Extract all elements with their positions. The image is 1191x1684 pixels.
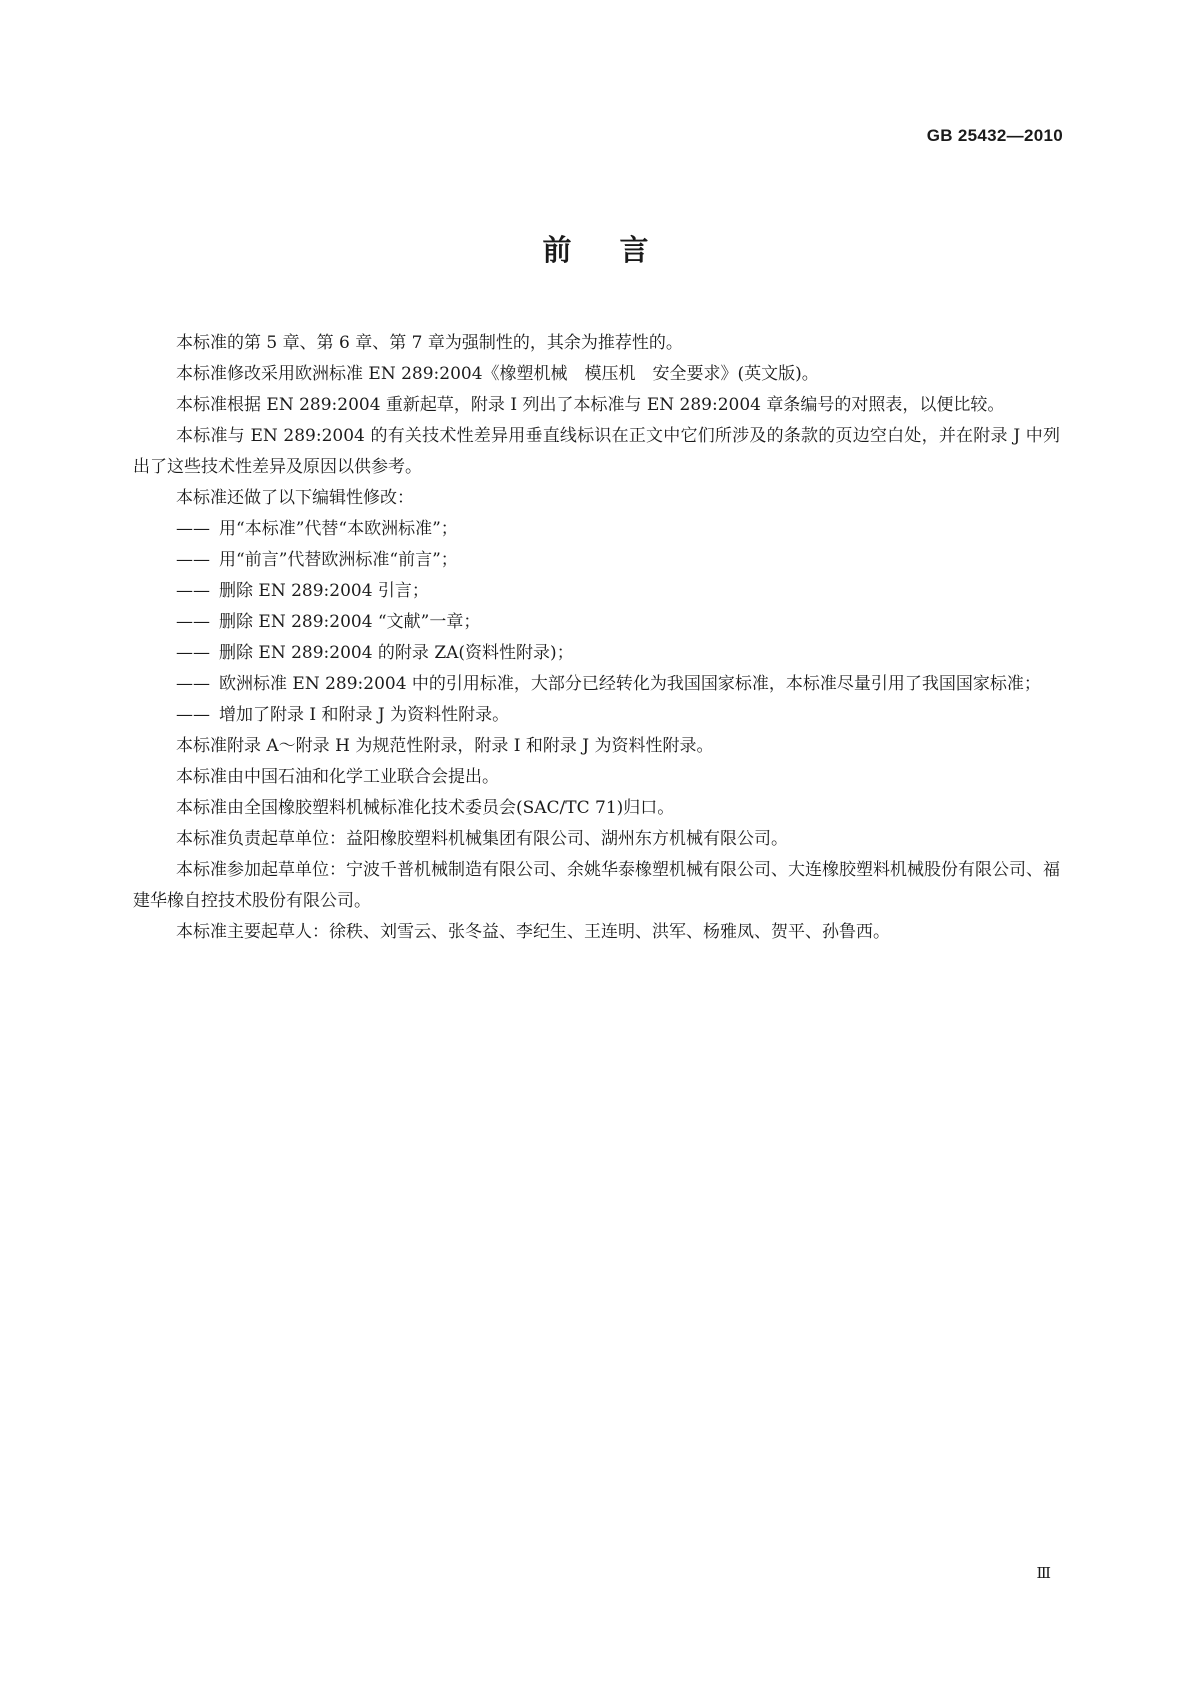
- dash-marker: ——: [176, 519, 210, 539]
- paragraph-annexes: 本标准附录 A～附录 H 为规范性附录，附录 I 和附录 J 为资料性附录。: [176, 736, 714, 756]
- paragraph-committee: 本标准由全国橡胶塑料机械标准化技术委员会(SAC/TC 71)归口。: [176, 798, 675, 818]
- list-item-text: 增加了附录 I 和附录 J 为资料性附录。: [219, 705, 510, 725]
- paragraph-mandatory-chapters: 本标准的第 5 章、第 6 章、第 7 章为强制性的，其余为推荐性的。: [176, 333, 683, 353]
- page-number: Ⅲ: [1036, 1564, 1051, 1582]
- list-item: [133, 514, 1060, 545]
- paragraph-editorial-changes-intro: 本标准还做了以下编辑性修改：: [176, 488, 414, 508]
- dash-marker: ——: [176, 674, 210, 694]
- dash-marker: ——: [176, 643, 210, 663]
- dash-marker: ——: [176, 705, 210, 725]
- foreword-body: [133, 328, 1060, 948]
- list-item: [133, 576, 1060, 607]
- list-item-text: 用“本标准”代替“本欧洲标准”；: [219, 519, 458, 539]
- list-item: [133, 638, 1060, 669]
- dash-marker: ——: [176, 581, 210, 601]
- dash-marker: ——: [176, 550, 210, 570]
- list-item: [133, 669, 1060, 700]
- list-item-text: 删除 EN 289:2004 引言；: [219, 581, 429, 601]
- list-item: [133, 607, 1060, 638]
- list-item: [133, 700, 1060, 731]
- paragraph-adoption: 本标准修改采用欧洲标准 EN 289:2004《橡塑机械 模压机 安全要求》(英文版)。: [176, 364, 819, 384]
- standard-number: GB 25432—2010: [926, 126, 1063, 145]
- paragraph-proposer: 本标准由中国石油和化学工业联合会提出。: [176, 767, 499, 787]
- paragraph-lead-drafters: 本标准负责起草单位：益阳橡胶塑料机械集团有限公司、湖州东方机械有限公司。: [176, 829, 788, 849]
- list-item-text: 删除 EN 289:2004 “文献”一章；: [219, 612, 481, 632]
- paragraph-participating-drafters: 本标准参加起草单位：宁波千普机械制造有限公司、余姚华泰橡塑机械有限公司、大连橡胶塑料机械股份有限公司、福建华橡自控技术股份有限公司。: [133, 860, 1060, 911]
- dash-marker: ——: [176, 612, 210, 632]
- page-title: 前言: [542, 233, 697, 267]
- paragraph-redrafting: 本标准根据 EN 289:2004 重新起草，附录 I 列出了本标准与 EN 289:2004 章条编号的对照表，以便比较。: [176, 395, 1005, 415]
- list-item-text: 删除 EN 289:2004 的附录 ZA(资料性附录)；: [219, 643, 574, 663]
- list-item: [133, 545, 1060, 576]
- paragraph-technical-differences: 本标准与 EN 289:2004 的有关技术性差异用垂直线标识在正文中它们所涉及的条款的页边空白处，并在附录 J 中列出了这些技术性差异及原因以供参考。: [133, 426, 1060, 477]
- paragraph-main-drafters: 本标准主要起草人：徐秩、刘雪云、张冬益、李纪生、王连明、洪军、杨雅凤、贺平、孙鲁西。: [176, 922, 890, 942]
- list-item-text: 用“前言”代替欧洲标准“前言”；: [219, 550, 458, 570]
- list-item-text: 欧洲标准 EN 289:2004 中的引用标准，大部分已经转化为我国国家标准，本标准尽量引用了我国国家标准；: [219, 674, 1041, 694]
